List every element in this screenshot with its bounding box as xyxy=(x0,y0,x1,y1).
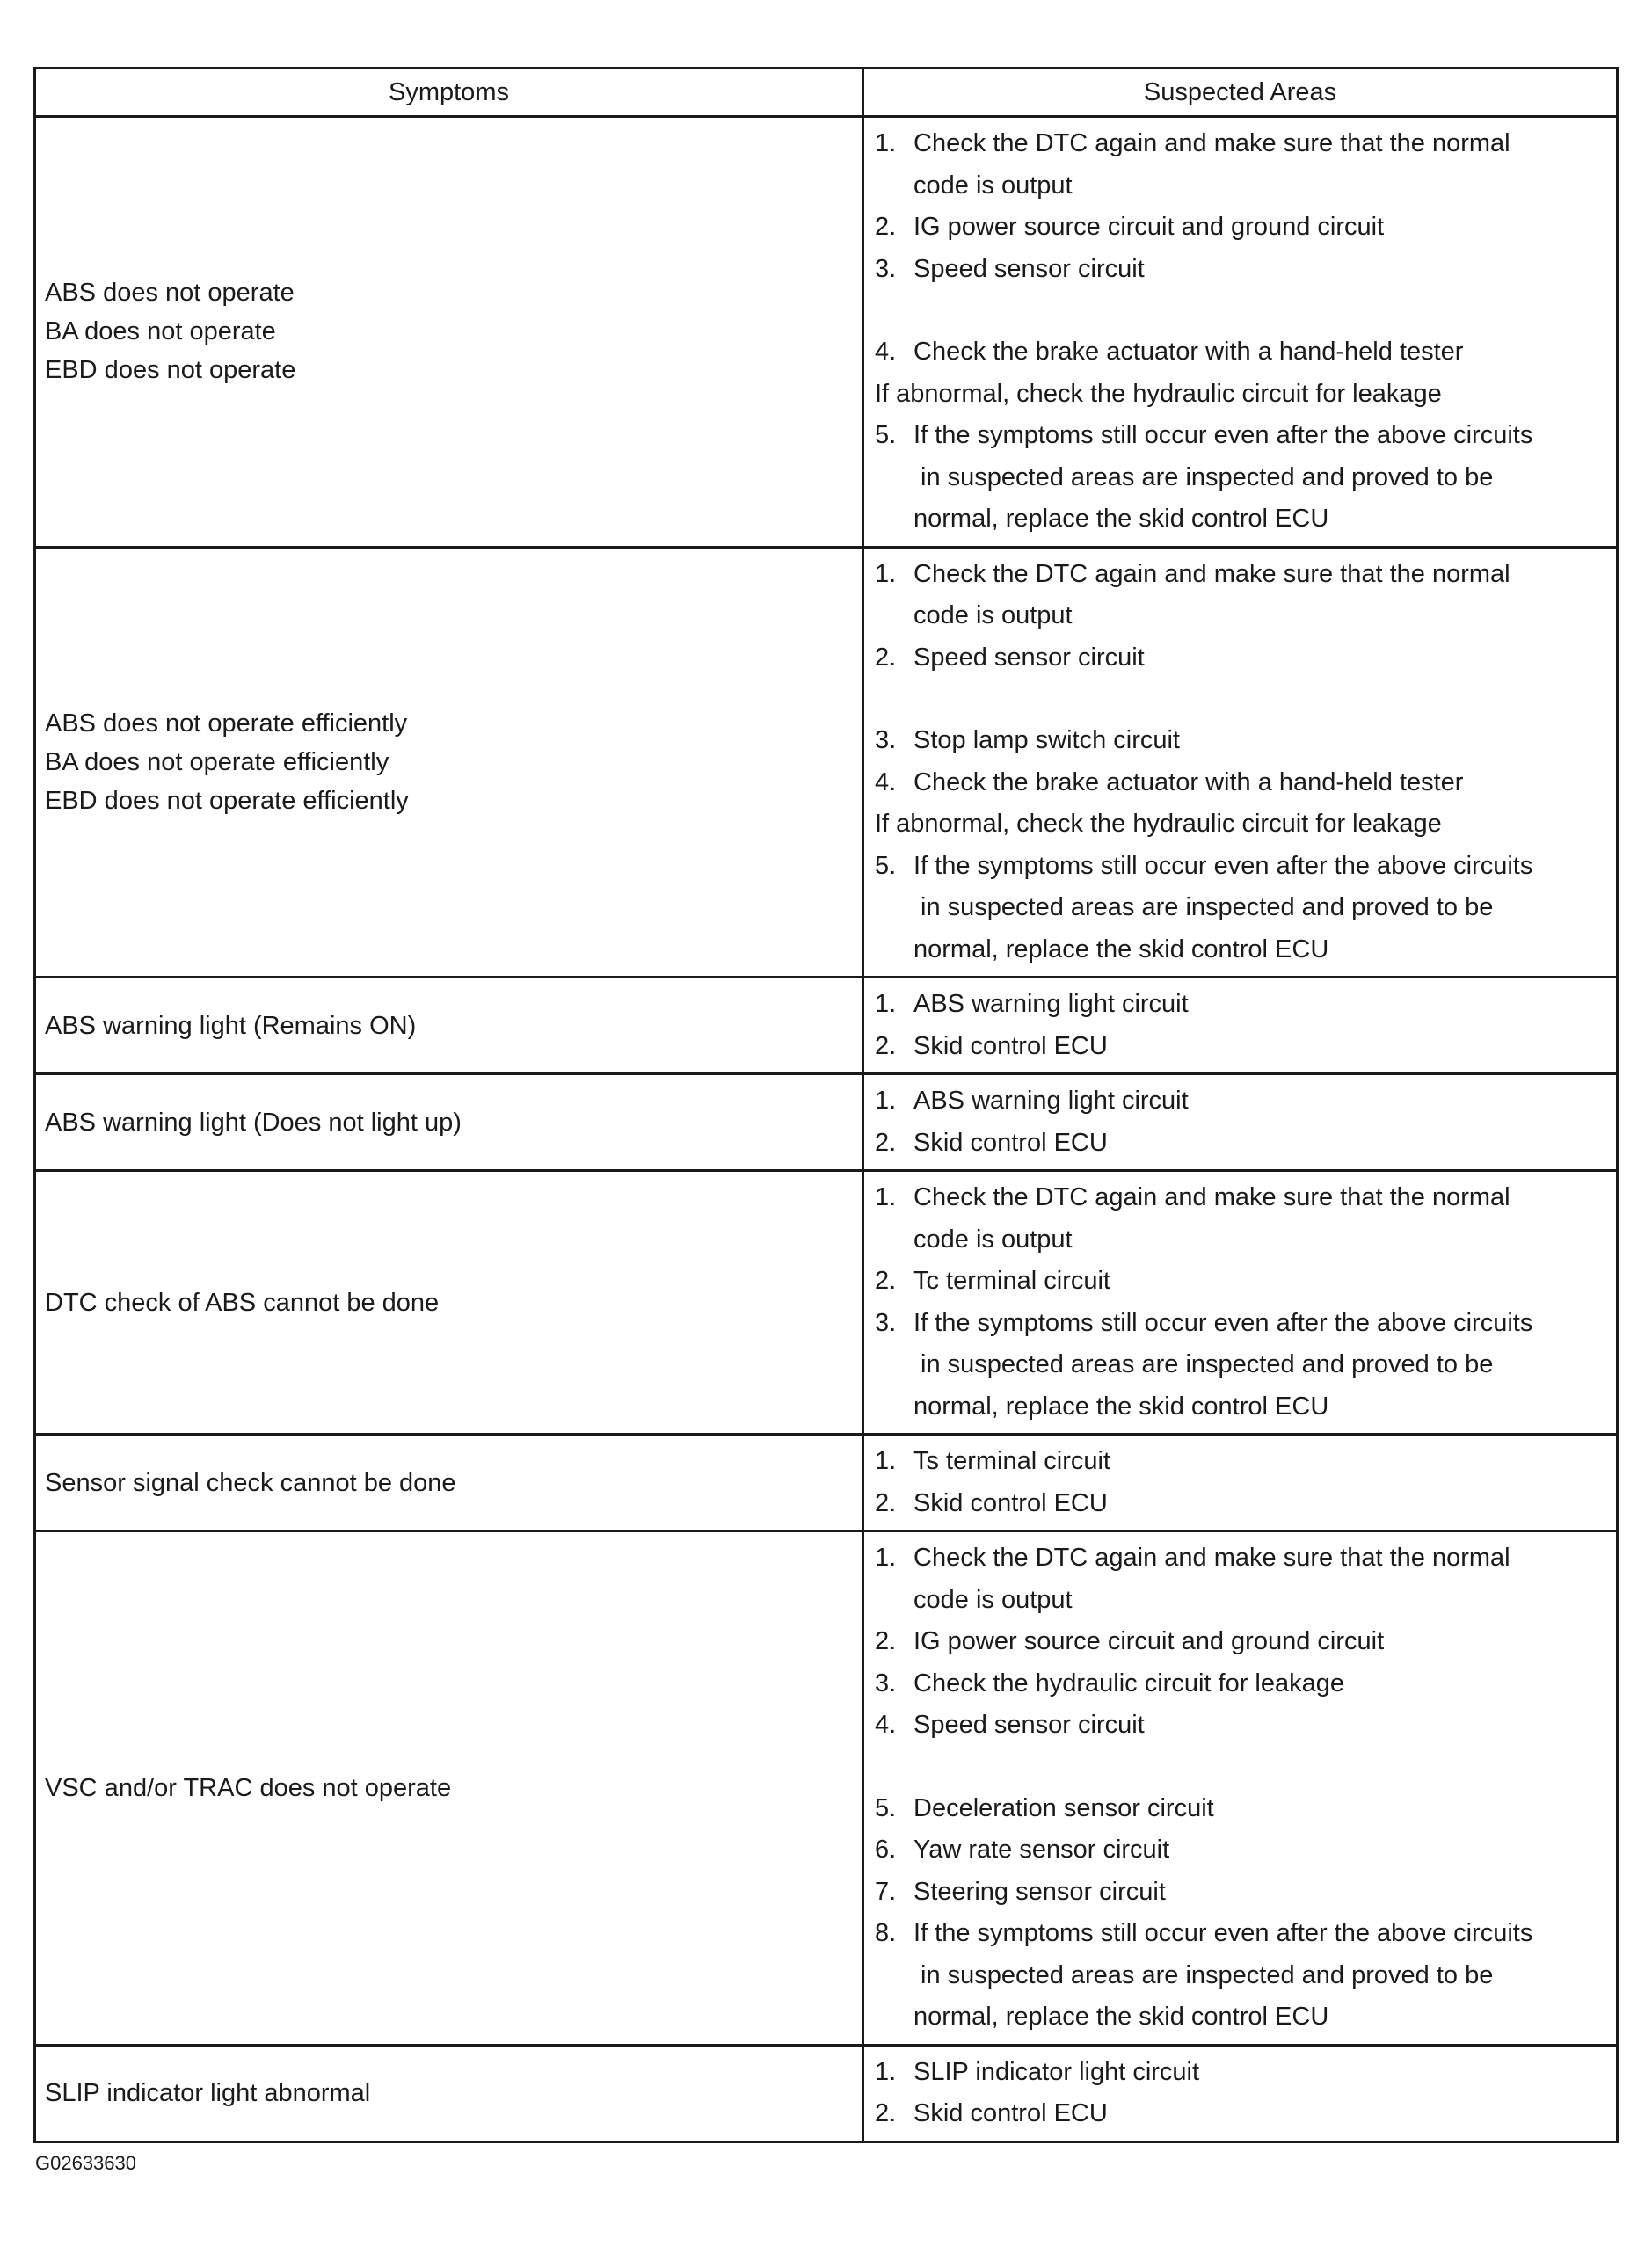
area-line xyxy=(875,1303,1607,1345)
symptom-cell xyxy=(35,1435,863,1531)
symptom-text: ABS does not operate xyxy=(45,279,295,308)
area-line xyxy=(875,415,1607,457)
item-text: normal, replace the skid control ECU xyxy=(913,505,1329,533)
area-line xyxy=(875,1441,1607,1483)
item-number: 1. xyxy=(875,2057,897,2086)
item-text: Skid control ECU xyxy=(913,2099,1108,2127)
item-text: If the symptoms still occur even after the above circuits xyxy=(913,851,1533,880)
area-line xyxy=(875,595,1607,637)
item-number: 4. xyxy=(875,767,897,796)
item-text: Speed sensor circuit xyxy=(913,643,1145,672)
item-number: 4. xyxy=(875,1711,897,1739)
symptom-text: ABS does not operate efficiently xyxy=(45,709,408,738)
item-number: 5. xyxy=(875,851,897,880)
area-line xyxy=(875,1386,1607,1429)
item-text: If abnormal, check the hydraulic circuit for leakage xyxy=(875,379,1442,408)
item-number: 1. xyxy=(875,1544,897,1572)
table-row xyxy=(35,1435,1618,1531)
item-text: Skid control ECU xyxy=(913,1031,1108,1060)
area-line xyxy=(875,554,1607,596)
suspected-areas-cell xyxy=(863,1435,1618,1531)
area-line xyxy=(875,887,1607,929)
table-row xyxy=(35,978,1618,1074)
area-line xyxy=(875,2093,1607,2135)
symptom-text: Sensor signal check cannot be done xyxy=(45,1468,456,1497)
item-text: Check the DTC again and make sure that the normal xyxy=(913,1183,1510,1211)
suspected-areas-cell xyxy=(863,1074,1618,1171)
symptom-cell xyxy=(35,1531,863,2046)
area-line xyxy=(875,1996,1607,2039)
symptom-text: BA does not operate xyxy=(45,317,276,346)
symptoms-header: Symptoms xyxy=(35,69,863,117)
symptom-cell xyxy=(35,1074,863,1171)
item-text: code is output xyxy=(913,601,1073,629)
item-text: code is output xyxy=(913,1225,1073,1254)
suspected-areas-header: Suspected Areas xyxy=(863,69,1618,117)
item-text: If the symptoms still occur even after the above circuits xyxy=(913,421,1533,449)
item-number: 2. xyxy=(875,1128,897,1157)
area-line xyxy=(875,374,1607,416)
item-number: 2. xyxy=(875,1627,897,1655)
area-line xyxy=(875,207,1607,249)
item-number: 4. xyxy=(875,338,897,366)
suspected-areas-cell xyxy=(863,117,1618,548)
header-row xyxy=(35,69,1618,117)
item-text: If abnormal, check the hydraulic circuit for leakage xyxy=(875,810,1442,838)
symptom-cell xyxy=(35,1171,863,1435)
item-text: Deceleration sensor circuit xyxy=(913,1793,1214,1822)
item-text: in suspected areas are inspected and proved to be xyxy=(921,893,1494,921)
item-text: ABS warning light circuit xyxy=(913,1087,1189,1115)
item-number: 2. xyxy=(875,1488,897,1517)
item-text: Check the brake actuator with a hand-held tester xyxy=(913,338,1464,366)
item-number: 3. xyxy=(875,726,897,754)
suspected-areas-cell xyxy=(863,2045,1618,2141)
symptom-text: EBD does not operate xyxy=(45,356,296,385)
item-text: IG power source circuit and ground circuit xyxy=(913,1627,1385,1655)
area-line xyxy=(875,1913,1607,1955)
area-line xyxy=(875,123,1607,165)
item-number: 5. xyxy=(875,421,897,449)
table-row xyxy=(35,117,1618,548)
item-number: 2. xyxy=(875,1267,897,1295)
item-number: 1. xyxy=(875,1447,897,1475)
item-text: Speed sensor circuit xyxy=(913,254,1145,283)
area-line xyxy=(875,1955,1607,1997)
area-line xyxy=(875,720,1607,762)
item-text: normal, replace the skid control ECU xyxy=(913,2003,1329,2031)
item-text: If the symptoms still occur even after the above circuits xyxy=(913,1308,1533,1337)
item-text: normal, replace the skid control ECU xyxy=(913,1392,1329,1421)
area-line xyxy=(875,637,1607,680)
symptom-cell xyxy=(35,547,863,978)
item-text: in suspected areas are inspected and proved to be xyxy=(921,462,1494,491)
area-line xyxy=(875,331,1607,374)
symptom-table xyxy=(33,67,1619,2143)
item-text: ABS warning light circuit xyxy=(913,990,1189,1018)
item-text: code is output xyxy=(913,1585,1073,1614)
item-text: Ts terminal circuit xyxy=(913,1447,1110,1475)
item-number: 3. xyxy=(875,1308,897,1337)
table-row xyxy=(35,2045,1618,2141)
item-number: 5. xyxy=(875,1793,897,1822)
area-line xyxy=(875,1621,1607,1663)
area-line xyxy=(875,1580,1607,1622)
area-line xyxy=(875,984,1607,1026)
area-line xyxy=(875,1219,1607,1262)
item-text: Yaw rate sensor circuit xyxy=(913,1836,1170,1864)
table-row xyxy=(35,547,1618,978)
symptom-text: EBD does not operate efficiently xyxy=(45,786,409,815)
area-line xyxy=(875,1261,1607,1303)
area-line xyxy=(875,1663,1607,1705)
area-line xyxy=(875,846,1607,888)
area-line xyxy=(875,498,1607,541)
item-text: Skid control ECU xyxy=(913,1488,1108,1517)
item-text: Check the brake actuator with a hand-held tester xyxy=(913,767,1464,796)
area-line xyxy=(875,1538,1607,1580)
item-text: in suspected areas are inspected and proved to be xyxy=(921,1960,1494,1989)
area-line xyxy=(875,929,1607,971)
suspected-areas-cell xyxy=(863,1531,1618,2046)
symptom-cell xyxy=(35,117,863,548)
area-line xyxy=(875,2052,1607,2094)
area-line xyxy=(875,762,1607,804)
item-number: 3. xyxy=(875,254,897,283)
item-number: 8. xyxy=(875,1919,897,1947)
area-line xyxy=(875,1344,1607,1386)
area-line xyxy=(875,249,1607,291)
item-number: 2. xyxy=(875,2099,897,2127)
area-line xyxy=(875,1177,1607,1219)
area-line xyxy=(875,165,1607,207)
area-line xyxy=(875,1705,1607,1747)
item-text: Stop lamp switch circuit xyxy=(913,726,1180,754)
area-line xyxy=(875,457,1607,499)
suspected-areas-cell xyxy=(863,547,1618,978)
item-number: 1. xyxy=(875,1087,897,1115)
item-number: 6. xyxy=(875,1836,897,1864)
suspected-areas-cell xyxy=(863,978,1618,1074)
item-number: 2. xyxy=(875,213,897,241)
symptom-cell xyxy=(35,978,863,1074)
item-text: Check the DTC again and make sure that the normal xyxy=(913,1544,1510,1572)
item-text: Skid control ECU xyxy=(913,1128,1108,1157)
area-line xyxy=(875,1026,1607,1068)
area-line xyxy=(875,1123,1607,1165)
table-body xyxy=(35,117,1618,2142)
symptom-text: BA does not operate efficiently xyxy=(45,747,389,776)
area-line xyxy=(875,1483,1607,1525)
figure-reference: G02633630 xyxy=(35,2152,136,2174)
table-row xyxy=(35,1171,1618,1435)
item-text: Steering sensor circuit xyxy=(913,1877,1166,1906)
item-number: 1. xyxy=(875,129,897,157)
symptom-cell xyxy=(35,2045,863,2141)
item-text: in suspected areas are inspected and proved to be xyxy=(921,1350,1494,1378)
item-text: If the symptoms still occur even after the above circuits xyxy=(913,1919,1533,1947)
item-number: 2. xyxy=(875,1031,897,1060)
item-text: SLIP indicator light circuit xyxy=(913,2057,1200,2086)
item-text: normal, replace the skid control ECU xyxy=(913,934,1329,963)
area-line xyxy=(875,1872,1607,1914)
item-text: Check the DTC again and make sure that the normal xyxy=(913,559,1510,588)
item-text: IG power source circuit and ground circuit xyxy=(913,213,1385,241)
symptom-text: ABS warning light (Remains ON) xyxy=(45,1011,417,1040)
item-number: 1. xyxy=(875,1183,897,1211)
suspected-areas-cell xyxy=(863,1171,1618,1435)
table-row xyxy=(35,1074,1618,1171)
item-number: 3. xyxy=(875,1669,897,1698)
item-text: Speed sensor circuit xyxy=(913,1711,1145,1739)
symptom-text: SLIP indicator light abnormal xyxy=(45,2079,371,2107)
area-line xyxy=(875,1829,1607,1872)
symptom-text: ABS warning light (Does not light up) xyxy=(45,1108,462,1137)
table-row xyxy=(35,1531,1618,2046)
item-number: 1. xyxy=(875,559,897,588)
item-text: Tc terminal circuit xyxy=(913,1267,1110,1295)
item-text: code is output xyxy=(913,171,1073,200)
area-line xyxy=(875,1080,1607,1123)
symptom-text: VSC and/or TRAC does not operate xyxy=(45,1773,452,1802)
item-number: 1. xyxy=(875,990,897,1018)
item-text: Check the DTC again and make sure that the normal xyxy=(913,129,1510,157)
item-number: 2. xyxy=(875,643,897,672)
area-line xyxy=(875,803,1607,846)
area-line xyxy=(875,1788,1607,1830)
symptom-text: DTC check of ABS cannot be done xyxy=(45,1288,440,1317)
item-number: 7. xyxy=(875,1877,897,1906)
item-text: Check the hydraulic circuit for leakage xyxy=(913,1669,1345,1698)
